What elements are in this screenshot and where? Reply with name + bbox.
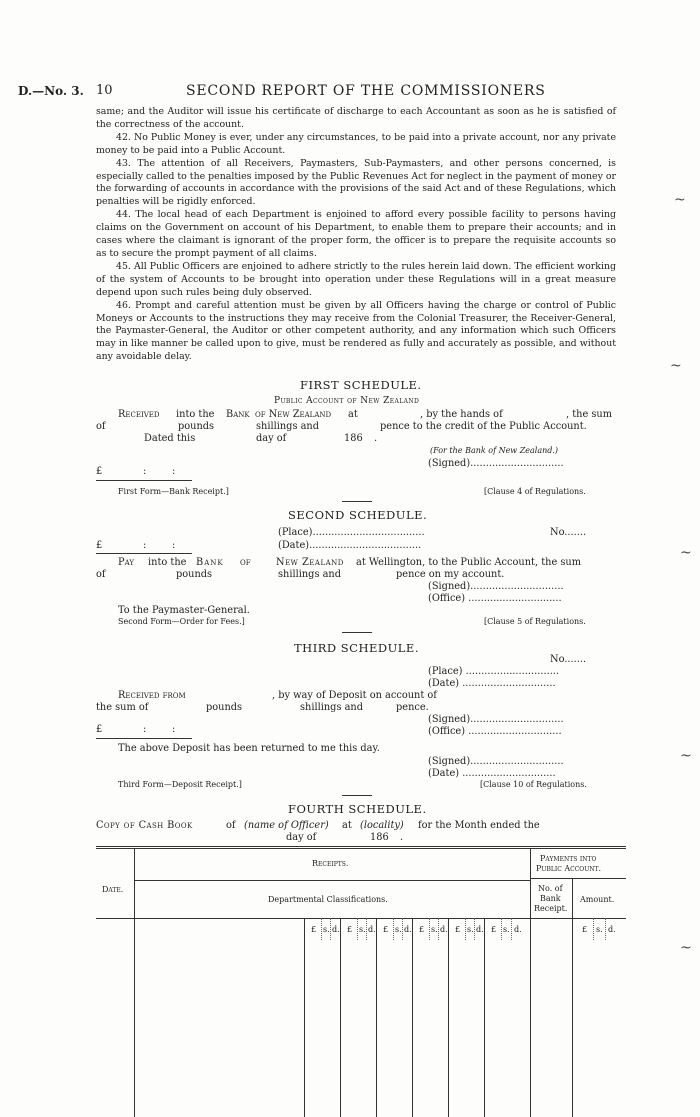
bank-label: Bank — [226, 409, 250, 420]
amount-underline — [96, 553, 192, 554]
table-rule — [412, 918, 413, 1117]
lsd-label: £ — [347, 925, 353, 934]
lsd-label: s. — [395, 925, 402, 934]
for-bank-label: (For the Bank of New Zealand.) — [430, 446, 559, 455]
first-schedule-subtitle: Public Account of New Zealand — [274, 396, 420, 406]
received-label: Received — [118, 409, 160, 420]
margin-mark: ~ — [674, 192, 686, 208]
date-line: (Date).................................... — [278, 540, 422, 551]
amount-colon: : — [172, 724, 176, 735]
lsd-label: s. — [467, 925, 474, 934]
shillings-label: shillings and — [278, 569, 342, 580]
dated-this: Dated this — [144, 433, 196, 444]
amount-underline — [96, 480, 192, 481]
lsd-label: d. — [514, 925, 522, 934]
date-header: Date. — [102, 885, 124, 894]
lsd-divider — [474, 918, 475, 940]
pounds-label: pounds — [178, 421, 215, 432]
the-sum-of: the sum of — [96, 702, 149, 713]
first-form-label: First Form—Bank Receipt.] — [118, 487, 229, 496]
lsd-divider — [465, 918, 466, 940]
of-label: of — [96, 569, 106, 580]
lsd-divider — [511, 918, 512, 940]
amount-colon: : — [143, 724, 147, 735]
year-label: 186 — [370, 832, 389, 843]
table-rule — [484, 918, 485, 1117]
paragraph-41-end: same; and the Auditor will issue his certificate of discharge to each Accountant as soon as he is satisfied of the correctness of the account. — [96, 106, 616, 130]
amount-colon: : — [143, 540, 147, 551]
paragraph-43: 43. The attention of all Receivers, Paymasters, Sub-Paymasters, and other persons concerned, is especially called to the penalties imposed by the Public Revenues Act for neglect in the payment of money or the forwarding of accounts in accordance with the provisions of the said Act and of these Regulations, which penalties will be rigidly enforced. — [96, 157, 616, 208]
shillings-label: shillings and — [300, 702, 364, 713]
lsd-label: s. — [596, 925, 603, 934]
departmental-classifications-header: Departmental Classifications. — [268, 895, 388, 904]
lsd-label: s. — [431, 925, 438, 934]
pound-sign: £ — [96, 540, 103, 551]
table-rule — [96, 846, 626, 847]
name-of-officer: (name of Officer) — [244, 820, 329, 831]
office-line: (Office) .............................. — [428, 593, 562, 604]
lsd-label: s. — [323, 925, 330, 934]
of-label: of — [240, 557, 251, 568]
at-label: at — [348, 409, 358, 420]
by-hands: , by the hands of — [420, 409, 503, 420]
signed-line: (Signed).............................. — [428, 581, 564, 592]
signed-line: (Signed).............................. — [428, 714, 564, 725]
lsd-divider — [393, 918, 394, 940]
table-rule — [572, 878, 573, 1117]
lsd-divider — [321, 918, 322, 940]
office-line: (Office) .............................. — [428, 726, 562, 737]
day-of: day of — [286, 832, 317, 843]
amount-colon: : — [143, 466, 147, 477]
page-number: 10 — [96, 83, 113, 98]
table-rule — [134, 848, 135, 1117]
at-label: at — [342, 820, 352, 831]
first-schedule-title: FIRST SCHEDULE. — [300, 378, 422, 392]
lsd-label: £ — [491, 925, 497, 934]
by-way-of-deposit: , by way of Deposit on account of — [272, 690, 437, 701]
number-line: No....... — [550, 527, 587, 538]
bank-label: Bank — [196, 557, 224, 568]
margin-mark: ~ — [680, 545, 692, 561]
wellington-line: at Wellington, to the Public Account, the sum — [356, 557, 581, 568]
pay-label: Pay — [118, 557, 134, 568]
place-line: (Place).................................... — [278, 527, 425, 538]
number-line: No....... — [550, 654, 587, 665]
of-new-zealand: of New Zealand — [255, 409, 332, 420]
of-label: of — [226, 820, 236, 831]
margin-mark: ~ — [680, 748, 692, 764]
to-paymaster-general: To the Paymaster-General. — [118, 605, 250, 616]
payments-header: Payments into — [540, 854, 597, 863]
lsd-label: d. — [332, 925, 340, 934]
lsd-divider — [593, 918, 594, 940]
table-rule — [530, 878, 626, 879]
table-rule — [96, 918, 626, 919]
table-rule — [304, 918, 305, 1117]
lsd-label: d. — [608, 925, 616, 934]
paragraph-46: 46. Prompt and careful attention must be given by all Officers having the charge or control of Public Moneys or Accounts to the instructions they may receive from the Colonial Treasurer, the Receiver-General, the Paymaster-General, the Auditor or other competent authority, and any information which such Officers may in like manner be called upon to give, must be rendered as fully and accurately as possible, and without any avoidable delay. — [96, 299, 616, 363]
second-form-label: Second Form—Order for Fees.] — [118, 617, 245, 626]
lsd-label: d. — [476, 925, 484, 934]
bank-receipt-header: Bank — [540, 894, 561, 903]
lsd-label: £ — [383, 925, 389, 934]
schedule-divider — [342, 501, 372, 502]
shillings-label: shillings and — [256, 421, 320, 432]
amount-colon: : — [172, 466, 176, 477]
signed-line: (Signed).............................. — [428, 756, 564, 767]
page-title: SECOND REPORT OF THE COMMISSIONERS — [186, 83, 546, 99]
payments-header: Public Account. — [536, 864, 602, 873]
year-period: . — [374, 433, 378, 444]
pound-sign: £ — [96, 466, 103, 477]
copy-of-cash-book: Copy of Cash Book — [96, 820, 193, 831]
lsd-label: £ — [455, 925, 461, 934]
lsd-divider — [366, 918, 367, 940]
margin-mark: ~ — [670, 358, 682, 374]
pounds-label: pounds — [176, 569, 213, 580]
new-zealand-label: New Zealand — [276, 557, 344, 568]
lsd-divider — [438, 918, 439, 940]
paragraph-42: 42. No Public Money is ever, under any circumstances, to be paid into a private account, nor any private money to be paid into a Public Account. — [96, 131, 616, 156]
clause-reference: [Clause 5 of Regulations. — [484, 617, 586, 626]
amount-colon: : — [172, 540, 176, 551]
pounds-label: pounds — [206, 702, 243, 713]
date-line: (Date) .............................. — [428, 768, 556, 779]
place-line: (Place) .............................. — [428, 666, 560, 677]
received-from: Received from — [118, 690, 186, 701]
lsd-label: d. — [368, 925, 376, 934]
lsd-divider — [402, 918, 403, 940]
table-rule — [96, 848, 626, 849]
clause-reference: [Clause 10 of Regulations. — [480, 780, 587, 789]
lsd-divider — [330, 918, 331, 940]
receipts-header: Receipts. — [312, 859, 349, 868]
signed-line: (Signed).............................. — [428, 458, 564, 469]
bank-receipt-header: Receipt. — [534, 904, 568, 913]
margin-mark: ~ — [680, 940, 692, 956]
pence-credit: pence to the credit of the Public Account. — [380, 421, 587, 432]
lsd-label: s. — [359, 925, 366, 934]
fourth-schedule-title: FOURTH SCHEDULE. — [288, 802, 427, 816]
lsd-label: d. — [404, 925, 412, 934]
the-sum: , the sum — [566, 409, 613, 420]
pence-label: pence. — [396, 702, 429, 713]
table-rule — [448, 918, 449, 1117]
amount-header: Amount. — [580, 895, 615, 904]
pound-sign: £ — [96, 724, 103, 735]
pence-account: pence on my account. — [396, 569, 505, 580]
third-schedule-title: THIRD SCHEDULE. — [294, 641, 419, 655]
paragraph-44: 44. The local head of each Department is enjoined to afford every possible facility to persons having claims on the Government on account of his Department, to enable them to prepare their accounts; and in cases where the claimant is ignorant of the proper form, the officer is to prepare the requisite accounts so as to secure the prompt payment of all claims. — [96, 209, 616, 259]
locality: (locality) — [360, 820, 404, 831]
year-label: 186 — [344, 433, 363, 444]
third-form-label: Third Form—Deposit Receipt.] — [118, 780, 242, 789]
lsd-label: d. — [440, 925, 448, 934]
lsd-divider — [357, 918, 358, 940]
lsd-label: s. — [503, 925, 510, 934]
deposit-returned: The above Deposit has been returned to me this day. — [118, 743, 380, 754]
lsd-label: £ — [582, 925, 588, 934]
paragraph-45: 45. All Public Officers are enjoined to adhere strictly to the rules herein laid down. The efficient working of the system of Accounts to be brought into operation under these Regulations will in a great measure depend upon such rules being duly observed. — [96, 260, 616, 298]
of-label: of — [96, 421, 106, 432]
for-month: for the Month ended the — [418, 820, 540, 831]
table-rule — [340, 918, 341, 1117]
table-rule — [530, 848, 531, 1117]
amount-underline — [96, 738, 192, 739]
bank-receipt-header: No. of — [538, 884, 563, 893]
lsd-divider — [429, 918, 430, 940]
day-of: day of — [256, 433, 287, 444]
table-rule — [134, 880, 530, 881]
clause-reference: [Clause 4 of Regulations. — [484, 487, 586, 496]
schedule-divider — [342, 795, 372, 796]
lsd-divider — [605, 918, 606, 940]
lsd-label: £ — [419, 925, 425, 934]
lsd-divider — [501, 918, 502, 940]
second-schedule-title: SECOND SCHEDULE. — [288, 508, 428, 522]
body-text — [96, 106, 616, 364]
year-period: . — [400, 832, 404, 843]
schedule-divider — [342, 632, 372, 633]
into-the: into the — [148, 557, 187, 568]
document-reference: D.—No. 3. — [18, 84, 84, 98]
table-rule — [376, 918, 377, 1117]
lsd-label: £ — [311, 925, 317, 934]
into-the: into the — [176, 409, 215, 420]
date-line: (Date) .............................. — [428, 678, 556, 689]
